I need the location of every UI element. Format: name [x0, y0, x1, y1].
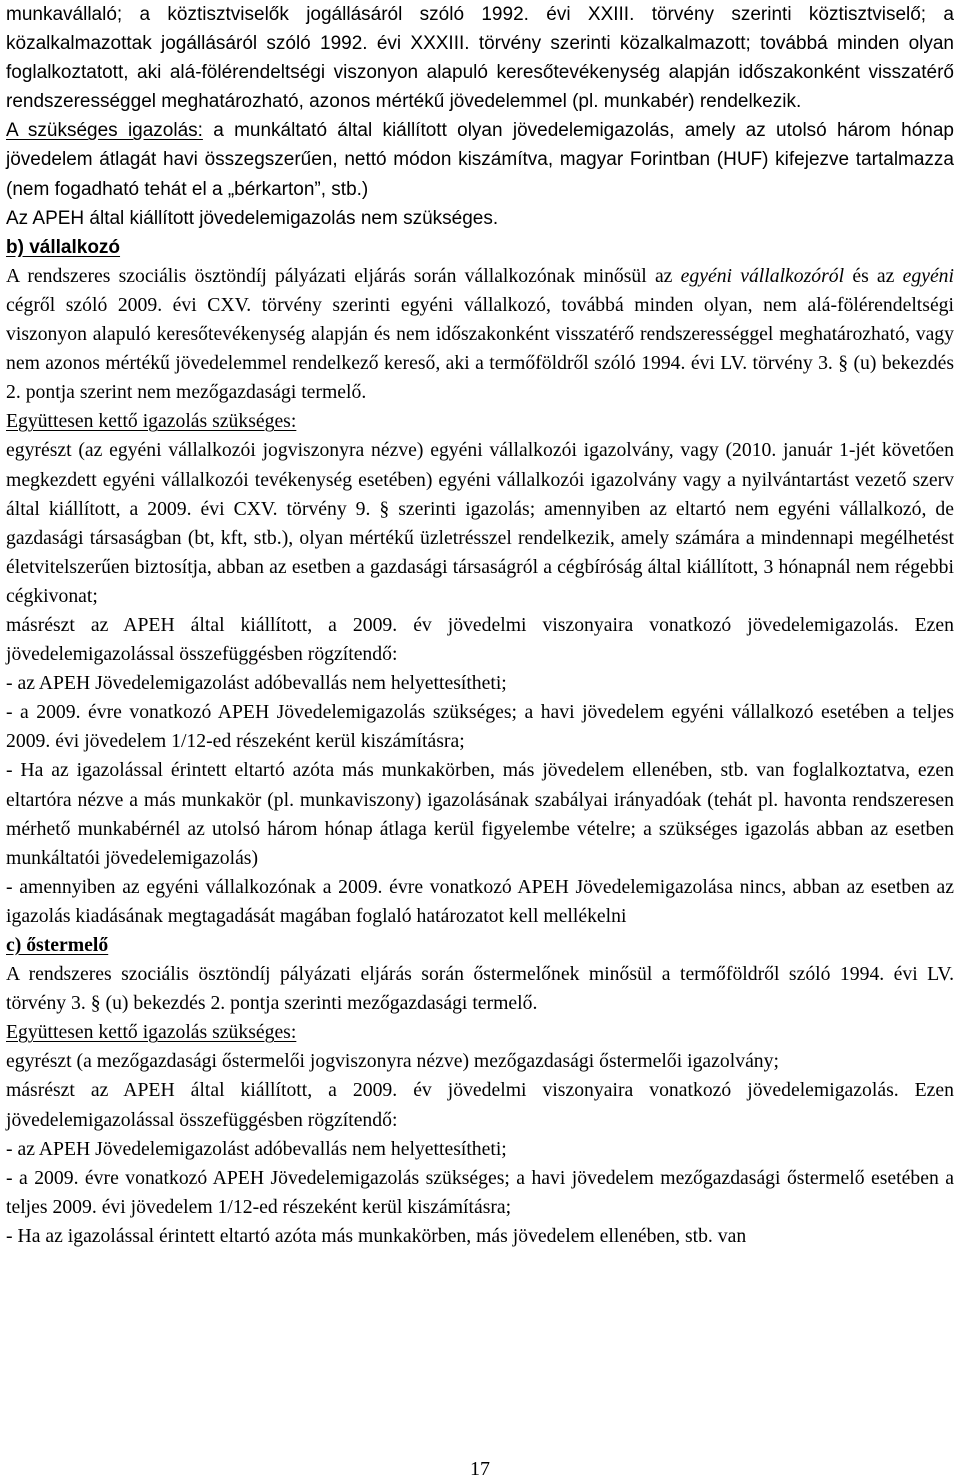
entrepreneur-definition-italic: egyéni — [902, 264, 954, 287]
producer-definition: A rendszeres szociális ösztöndíj pályázati eljárás során őstermelőnek minősül a termőföldről szóló 1994. évi LV. törvény 3. § (u) bekezdés 2. pontja szerinti mezőgazdasági termelő. — [6, 963, 954, 1015]
producer-note-1: - az APEH Jövedelemigazolást adóbevallás nem helyettesítheti; — [6, 1137, 507, 1160]
producer-first-proof: egyrészt (a mezőgazdasági őstermelői jogviszonyra nézve) mezőgazdasági őstermelői igazolvány; — [6, 1050, 779, 1073]
entrepreneur-definition-part: és az — [844, 264, 903, 287]
section-heading-primary-producer: c) őstermelő — [6, 934, 109, 956]
document-page — [6, 0, 954, 1251]
entrepreneur-note-2: - a 2009. évre vonatkozó APEH Jövedelemigazolás szükséges; a havi jövedelem egyéni vállalkozó esetében a teljes 2009. évi jövedelem 1/12-ed részeként kerül kiszámításra; — [6, 701, 954, 753]
entrepreneur-definition-part: A rendszeres szociális ösztöndíj pályázati eljárás során vállalkozónak minősül az — [6, 264, 681, 287]
page-number: 17 — [470, 1458, 490, 1480]
entrepreneur-note-4: - amennyiben az egyéni vállalkozónak a 2009. évre vonatkozó APEH Jövedelemigazolása nincs, abban az esetben az igazolás kiadásának megtagadását magában foglaló határozatot kell mellékelni — [6, 875, 954, 927]
employee-apeh-note: Az APEH által kiállított jövedelemigazolás nem szükséges. — [6, 207, 499, 229]
intro-paragraph: munkavállaló; a köztisztviselők jogállásáról szóló 1992. évi XXIII. törvény szerinti köztisztviselő; a közalkalmazottak jogállásáról szóló 1992. évi XXXIII. törvény szerinti közalkalmazott; továbbá minden olyan foglalkoztatott, aki alá-fölérendeltségi viszonyon alapuló keresőtevékenység alapján időszakonként visszatérő rendszerességgel meghatározható, azonos mértékű jövedelemmel (pl. munkabér) rendelkezik. — [6, 4, 954, 113]
producer-two-proofs-label: Együttesen kettő igazolás szükséges: — [6, 1021, 297, 1044]
section-heading-entrepreneur: b) vállalkozó — [6, 236, 121, 258]
entrepreneur-note-3: - Ha az igazolással érintett eltartó azóta más munkakörben, más jövedelem ellenében, stb. van foglalkoztatva, ezen eltartóra nézve a más munkakör (pl. munkaviszony) igazolásának szabályai irányadóak (tehát pl. havonta rendszeresen mérhető munkabérnél az utolsó három hónap átlaga kerül figyelembe vételre; a szükséges igazolás abban az esetben munkáltatói jövedelemigazolás) — [6, 759, 954, 869]
producer-note-2: - a 2009. évre vonatkozó APEH Jövedelemigazolás szükséges; a havi jövedelem mezőgazdasági őstermelő esetében a teljes 2009. évi jövedelem 1/12-ed részeként kerül kiszámításra; — [6, 1166, 954, 1218]
entrepreneur-two-proofs-label: Együttesen kettő igazolás szükséges: — [6, 410, 297, 433]
entrepreneur-second-proof: másrészt az APEH által kiállított, a 2009. év jövedelmi viszonyaira vonatkozó jövedelemigazolás. Ezen jövedelemigazolással összefüggésben rögzítendő: — [6, 613, 954, 666]
entrepreneur-note-1: - az APEH Jövedelemigazolást adóbevallás nem helyettesítheti; — [6, 672, 507, 695]
producer-note-3: - Ha az igazolással érintett eltartó azóta más munkakörben, más jövedelem ellenében, stb. van — [6, 1224, 747, 1247]
entrepreneur-definition-part: cégről szóló 2009. évi CXV. törvény szerinti egyéni vállalkozó, továbbá minden olyan, nem alá-fölérendeltségi viszonyon alapuló keresőtevékenység alapján és nem időszakonként visszatérő rendszerességgel meghatározható, vagy nem azonos mértékű jövedelemmel rendelkező kereső, aki a termőföldről szóló 1994. évi LV. törvény 3. § (u) bekezdés 2. pontja szerint nem mezőgazdasági termelő. — [6, 293, 954, 404]
entrepreneur-definition — [6, 262, 954, 407]
employee-required-label: A szükséges igazolás: — [6, 120, 203, 142]
employee-required-proof — [6, 116, 954, 203]
producer-second-proof: másrészt az APEH által kiállított, a 2009. év jövedelmi viszonyaira vonatkozó jövedelemigazolás. Ezen jövedelemigazolással összefüggésben rögzítendő: — [6, 1079, 954, 1131]
employee-required-text: a munkáltató által kiállított olyan jövedelemigazolás, amely az utolsó három hónap jövedelem átlagát havi összegszerűen, nettó módon kiszámítva, magyar Forintban (HUF) kifejezve tartalmazza (nem fogadható tehát el a „bérkarton”, stb.) — [6, 120, 954, 200]
entrepreneur-first-proof: egyrészt (az egyéni vállalkozói jogviszonyra nézve) egyéni vállalkozói igazolvány, vagy (2010. január 1-jét követően megkezdett egyéni vállalkozói tevékenység esetében) egyéni vállalkozói igazolvány vagy a nyilvántartást vezető szerv által kiállított, a 2009. évi CXV. törvény 9. § szerinti igazolás; amennyiben az eltartó nem egyéni vállalkozó, de gazdasági társaságban (bt, kft, stb.), olyan mértékű üzletrésszel rendelkezik, amely számára a mindennapi megélhetést életvitelszerűen biztosítja, abban az esetben a gazdasági társaságról a cégbíróság által kiállított, 3 hónapnál nem régebbi cégkivonat; — [6, 439, 954, 607]
entrepreneur-definition-italic: egyéni vállalkozóról — [680, 264, 845, 287]
